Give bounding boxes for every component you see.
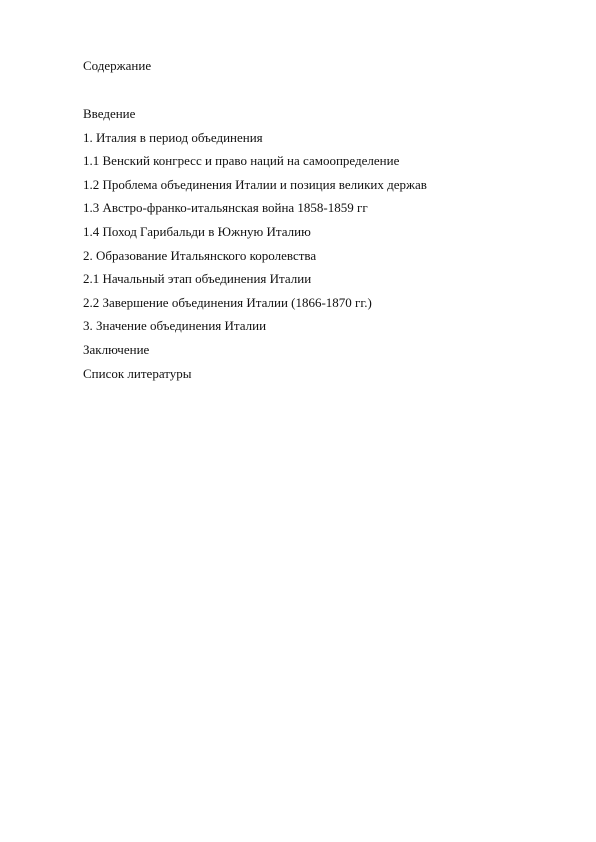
toc-item-1-1: 1.1 Венский конгресс и право наций на самоопределение [83, 153, 400, 169]
toc-item-2-2: 2.2 Завершение объединения Италии (1866-1870 гг.) [83, 294, 372, 310]
toc-item-chapter-1: 1. Италия в период объединения [83, 129, 263, 145]
toc-item-introduction: Введение [83, 106, 136, 121]
toc-item-1-4: 1.4 Поход Гарибальди в Южную Италию [83, 223, 311, 239]
table-of-contents [83, 106, 427, 389]
toc-heading: Содержание [83, 58, 152, 73]
toc-item-2-1: 2.1 Начальный этап объединения Италии [83, 271, 312, 287]
toc-item-chapter-2: 2. Образование Итальянского королевства [83, 247, 317, 263]
toc-item-conclusion: Заключение [83, 341, 150, 357]
toc-item-bibliography: Список литературы [83, 365, 192, 381]
toc-item-1-3: 1.3 Австро-франко-итальянская война 1858-1859 гг [83, 200, 368, 216]
toc-item-chapter-3: 3. Значение объединения Италии [83, 318, 267, 334]
toc-item-1-2: 1.2 Проблема объединения Италии и позиция великих держав [83, 176, 427, 192]
